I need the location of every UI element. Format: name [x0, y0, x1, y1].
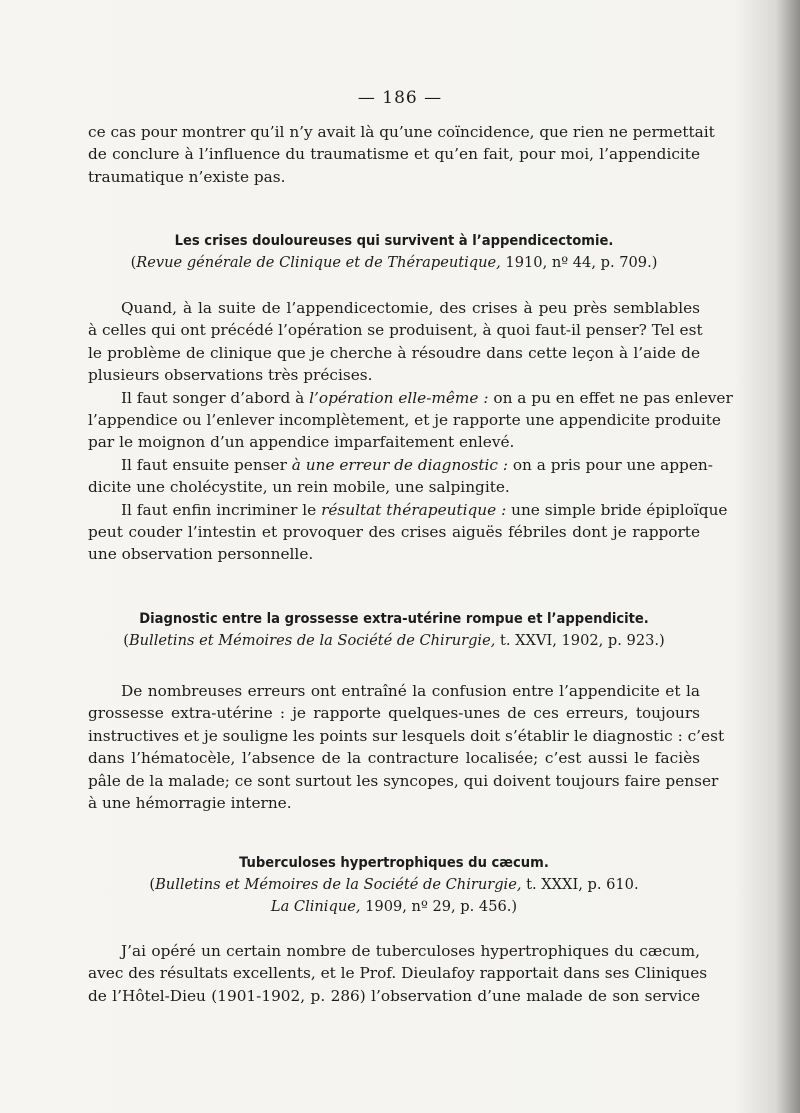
text-line: à celles qui ont précédé l’opération se produisent, à quoi faut-il penser? Tel est	[88, 321, 703, 340]
source-reference: t. XXXI, p. 610.	[521, 876, 639, 893]
section-heading-appendicectomie	[88, 230, 700, 274]
text-line: traumatique n’existe pas.	[88, 167, 286, 186]
source-reference: 1909, nº 29, p. 456.	[360, 898, 512, 915]
intro-paragraph	[88, 121, 715, 188]
section-source: (Bulletins et Mémoires de la Société de Chirurgie, t. XXVI, 1902, p. 923.)	[123, 632, 665, 649]
text-line: peut couder l’intestin et provoquer des crises aiguës fébriles dont je rapporte	[88, 523, 700, 542]
text-line: par le moignon d’un appendice imparfaitement enlevé.	[88, 433, 515, 452]
paragraph-tuberculoses	[88, 940, 708, 1007]
section-title: Tuberculoses hypertrophiques du cæcum.	[239, 854, 549, 871]
section-title: Les crises douloureuses qui survivent à l’appendicectomie.	[174, 232, 614, 249]
section-heading-tuberculoses	[88, 852, 700, 918]
text-line: plusieurs observations très précises.	[88, 366, 373, 385]
text-line: ce cas pour montrer qu’il n’y avait là qu’une coïncidence, que rien ne permettait	[88, 123, 715, 141]
source-journal: Bulletins et Mémoires de la Société de Chirurgie,	[128, 632, 496, 649]
text-line: Il faut songer d’abord à l’opération elle-même : on a pu en effet ne pas enlever	[121, 388, 733, 407]
text-line: grossesse extra-utérine : je rapporte quelques-unes de ces erreurs, toujours	[88, 704, 700, 723]
emphasis: l’opération elle-même :	[309, 388, 489, 407]
text-line: de conclure à l’influence du traumatisme et qu’en fait, pour moi, l’appendicite	[88, 145, 700, 164]
text-line: De nombreuses erreurs ont entraîné la confusion entre l’appendicite et la	[121, 682, 700, 700]
section-heading-grossesse	[88, 608, 700, 652]
text-line: l’appendice ou l’enlever incomplètement, et je rapporte une appendicite produite	[88, 411, 721, 430]
source-journal: La Clinique,	[270, 898, 361, 915]
text-line: Il faut enfin incriminer le résultat thérapeutique : une simple bride épiploïque	[121, 500, 728, 519]
text-line: pâle de la malade; ce sont surtout les syncopes, qui doivent toujours faire penser	[88, 771, 719, 790]
emphasis: à une erreur de diagnostic :	[291, 455, 508, 474]
text-line: instructives et je souligne les points sur lesquels doit s’établir le diagnostic : c’est	[88, 726, 725, 745]
section-source: La Clinique, 1909, nº 29, p. 456.)	[270, 898, 518, 915]
text-line: Quand, à la suite de l’appendicectomie, des crises à peu près semblables	[121, 299, 700, 317]
section-source: (Revue générale de Clinique et de Thérapeutique, 1910, nº 44, p. 709.)	[130, 254, 658, 271]
text-line: dicite une cholécystite, un rein mobile, une salpingite.	[88, 478, 510, 497]
section-title: Diagnostic entre la grossesse extra-utérine rompue et l’appendicite.	[139, 610, 649, 627]
text-line: dans l’hématocèle, l’absence de la contracture localisée; c’est aussi le faciès	[88, 749, 700, 768]
text-line: de l’Hôtel-Dieu (1901-1902, p. 286) l’observation d’une malade de son service	[88, 986, 700, 1005]
emphasis: résultat thérapeutique :	[321, 500, 507, 519]
text-line: avec des résultats excellents, et le Prof. Dieulafoy rapportait dans ses Cliniques	[88, 964, 708, 983]
text-line: à une hémorragie interne.	[88, 794, 292, 813]
text-line: Il faut ensuite penser à une erreur de diagnostic : on a pris pour une appen-	[121, 455, 713, 474]
source-journal: Revue générale de Clinique et de Thérapeutique,	[136, 254, 501, 271]
source-journal: Bulletins et Mémoires de la Société de Chirurgie,	[155, 876, 522, 893]
source-reference: t. XXVI, 1902, p. 923.	[495, 632, 660, 649]
section-source: (Bulletins et Mémoires de la Société de Chirurgie, t. XXXI, p. 610.	[149, 876, 639, 893]
paragraph-grossesse	[88, 680, 725, 814]
text-line: une observation personnelle.	[88, 545, 314, 564]
text-line: le problème de clinique que je cherche à résoudre dans cette leçon à l’aide de	[88, 343, 700, 362]
page-number: — 186 —	[357, 88, 443, 108]
source-reference: 1910, nº 44, p. 709.	[500, 254, 652, 271]
text-line: J’ai opéré un certain nombre de tuberculoses hypertrophiques du cæcum,	[121, 942, 700, 960]
paragraph-crises	[88, 297, 733, 566]
